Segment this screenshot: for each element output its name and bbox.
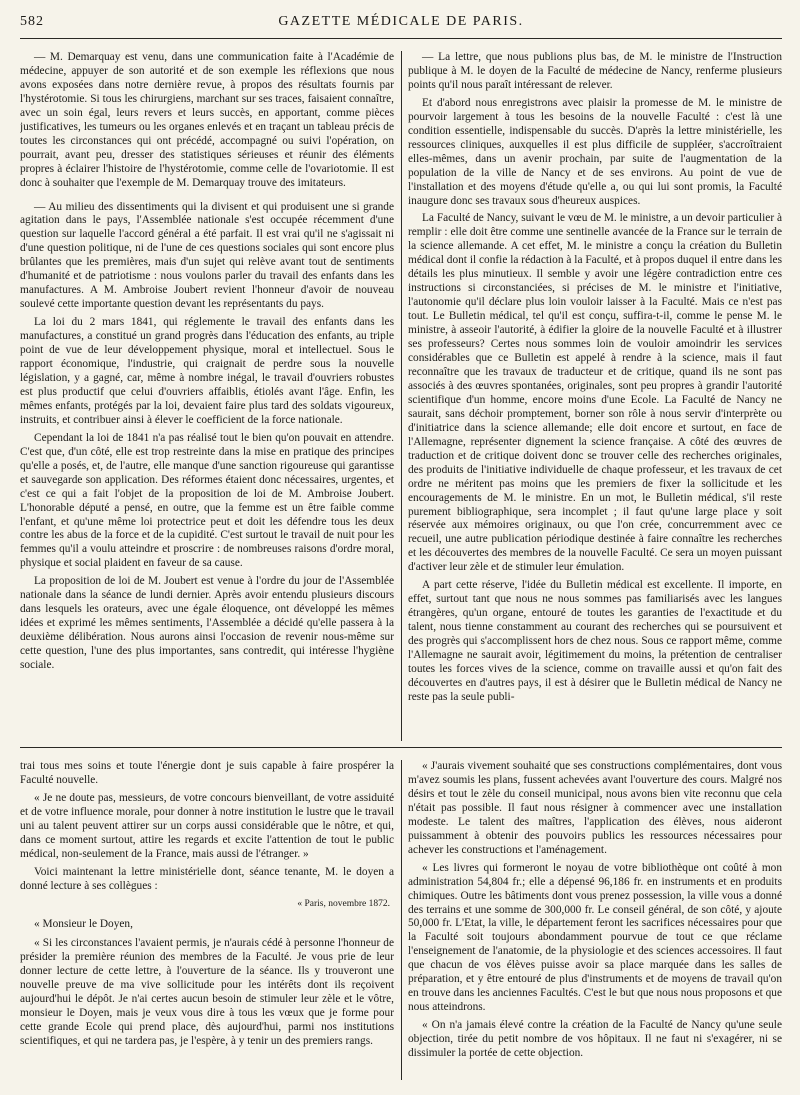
paragraph: — M. Demarquay est venu, dans une communication faite à l'Académie de médecine, appuyer de son autorité et de son exemple les réflexions que nous avons exposées dans notre dernière revue, à propos des résultats fournis par l'hystérotomie. Si tous les chirurgiens, marchant sur ses traces, faisaient connaître, avec un soin égal, leurs revers et leurs succès, en apportant, comme pièces justificatives, les tumeurs ou les organes enlevés et en traçant un tableau précis de toutes les circonstances qui ont précédé, accompagné ou suivi l'opération, on pourrait, avant peu, dresser des statistiques sérieuses et réunir des éléments propres à éclairer l'histoire de l'hystérotomie, comme celle de l'ovariotomie. Il est donc à souhaiter que l'exemple de M. Demarquay trouve des imitateurs. xyxy=(20,51,394,189)
paragraph: trai tous mes soins et toute l'énergie dont je suis capable à faire prospérer la Faculté nouvelle. xyxy=(20,760,394,786)
bottom-right-column xyxy=(408,760,782,1080)
paragraph: « Les livres qui formeront le noyau de votre bibliothèque ont coûté à mon administration 54,804 fr.; elle a dépensé 96,186 fr. en instruments et en produits chimiques. Outre les bâtiments dont vous prenez possession, la ville vous a donné des terrains et une somme de 300,000 fr. Le conseil général, de son côté, y ajoute 50,000 fr. L'Etat, la ville, le département feront les sacrifices nécessaires pour que la Faculté soit toujours abondamment pourvue de tout ce que réclame l'enseignement de l'anatomie, de la physiologie et des sciences accessoires. Il faut que chacun de vos élèves puisse avoir sa place marquée dans les salles de préparation, et y être entouré de plus d'instruments et de moyens de travail qu'on en trouve dans les anciennes Facultés. C'est le but que nous nous proposons et que nous atteindrons. xyxy=(408,861,782,1014)
paragraph: « On n'a jamais élevé contre la création de la Faculté de Nancy qu'une seule objection, tirée du petit nombre de vos hôpitaux. Il ne faut ni s'exagérer, ni se dissimuler la portée de cette objection. xyxy=(408,1019,782,1060)
page-header xyxy=(20,14,782,39)
journal-title: GAZETTE MÉDICALE DE PARIS. xyxy=(278,14,524,29)
top-left-column xyxy=(20,51,394,741)
paragraph: — La lettre, que nous publions plus bas, de M. le ministre de l'Instruction publique à M. le doyen de la Faculté de médecine de Nancy, renferme plusieurs points qu'il nous paraît intéressant de relever. xyxy=(408,51,782,91)
paragraph: « Si les circonstances l'avaient permis, je n'aurais cédé à personne l'honneur de présider la première réunion des membres de la Faculté. Je vous prie de leur donner lecture de cette lettre, à l'ouverture de la séance. Ils y trouveront une nouvelle preuve de ma vive sollicitude pour les intérêts dont ils reçoivent aujourd'hui le dépôt. Je n'ai certes aucun besoin de stimuler leur zèle et le vôtre, monsieur le Doyen, mais je veux vous dire à tous les vœux que je forme pour cette grande Ecole qui prend place, dès aujourd'hui, parmi nos institutions scientifiques, et qui ne tardera pas, je l'espère, à y tenir un des premiers rangs. xyxy=(20,937,394,1048)
letter-salutation: « Monsieur le Doyen, xyxy=(34,917,133,930)
bottom-left-column xyxy=(20,760,394,1080)
bottom-section xyxy=(20,760,782,1080)
column-divider xyxy=(401,51,402,741)
paragraph: « J'aurais vivement souhaité que ses constructions complémentaires, dont vous m'avez soumis les plans, fussent achevées avant l'ouverture des cours. Malgré nos désirs et tout le zèle du conseil municipal, nous avons bien vite reconnu que cela n'était pas possible. Il faut nous résigner à commencer avec une installation modeste. Le talent des maîtres, l'application des élèves, nous aideront puissamment à obtenir des pouvoirs publics les ressources nécessaires pour achever les constructions et l'aménagement. xyxy=(408,760,782,856)
paragraph: La loi du 2 mars 1841, qui réglemente le travail des enfants dans les manufactures, a constitué un grand progrès dans l'éducation des enfants, au triple point de vue de leur développement physique, moral et intellectuel. Sous le rapport économique, l'industrie, qui craignait de perdre sous la nouvelle législation, y a gagné, car, même à nombre inégal, le travail d'ouvriers robustes est plus productif que celui d'ouvriers affaiblis, étiolés avant l'âge. Enfin, les mêmes enfants, protégés par la loi, devaient faire plus tard des soldats vigoureux, instruits, et contribuer ainsi à élever le coefficient de la force nationale. xyxy=(20,316,394,426)
top-section xyxy=(20,51,782,741)
top-right-column xyxy=(408,51,782,741)
paragraph: Cependant la loi de 1841 n'a pas réalisé tout le bien qu'on pouvait en attendre. C'est que, d'un côté, elle est trop restreinte dans la mise en pratique des principes qu'elle a posés, et, de l'autre, elle manque d'une sanction rigoureuse qui garantisse et sauvegarde son application. Des réformes étaient donc nécessaires, urgentes, et c'est ce qui a fait l'objet de la proposition de loi de M. Ambroise Joubert. L'honorable député a pensé, en outre, que la femme est un être faible comme l'enfant, et qu'une même loi protectrice peut et doit les défendre tous les deux contre les abus de la force et de la cupidité. C'est surtout le travail de nuit pour les femmes qu'il a voulu atteindre et proscrire : de nombreuses raisons d'ordre moral, physique et social plaident en faveur de sa cause. xyxy=(20,431,394,570)
column-divider xyxy=(401,760,402,1080)
paragraph: La proposition de loi de M. Joubert est venue à l'ordre du jour de l'Assemblée nationale dans la séance de lundi dernier. Après avoir entendu plusieurs discours dans lesquels les orateurs, avec une égale éloquence, ont développé les mêmes idées et exprimé les mêmes sentiments, l'Assemblée a décidé qu'elle passera à la deuxième délibération. Nous aurons ainsi l'occasion de revenir nous-même sur cette question, l'une des plus importantes, sans contredit, qui intéresse l'hygiène sociale. xyxy=(20,575,394,672)
paragraph: Voici maintenant la lettre ministérielle dont, séance tenante, M. le doyen a donné lecture à ses collègues : xyxy=(20,865,394,892)
paragraph: A part cette réserve, l'idée du Bulletin médical est excellente. Il importe, en effet, surtout tant que nous ne nous sommes pas familiarisés avec les langues étrangères, qu'un organe, entouré de toutes les garanties de l'exactitude et du talent, nous tienne constamment au courant des recherches qui se poursuivent et des progrès qui s'accomplissent hors de chez nous. Sous ce rapport même, comme l'Allemagne ne saurait avoir, légitimement du moins, la prétention de centraliser toutes les forces vives de la science, comme on travaille aussi et qu'on fait des découvertes en d'autres pays, il est à désirer que le Bulletin médical de Nancy ne reste pas la seule publi- xyxy=(408,579,782,703)
paragraph: Et d'abord nous enregistrons avec plaisir la promesse de M. le ministre de pourvoir largement à tous les besoins de la nouvelle Faculté : c'est là une condition essentielle, indispensable du succès. D'après la lettre ministérielle, les ressources cliniques, auxquelles il est plus difficile de suppléer, s'accroîtraient elles-mêmes, dans un avenir prochain, par suite de l'augmentation de la population de la ville de Nancy et de ses environs. Au point de vue de l'installation et des moyens d'étude qu'elle a, ou qui lui sont promis, la Faculté inaugure donc ses travaux sous d'heureux auspices. xyxy=(408,96,782,207)
paragraph: — Au milieu des dissentiments qui la divisent et qui produisent une si grande agitation dans le pays, l'Assemblée nationale s'est occupée récemment d'une question sur laquelle l'accord général a été parfait. Il est vrai qu'il ne s'agissait ni d'une question politique, ni de l'une de ces questions sociales qui sont encore plus brûlantes que les premières, mais d'un sujet qui relève avant tout de sentiments d'humanité et de patriotisme : nous voulons parler du travail des enfants dans les manufactures. A M. Ambroise Joubert revient l'honneur d'avoir de nouveau soulevé cette importante question devant les représentants du pays. xyxy=(20,200,394,311)
paragraph: La Faculté de Nancy, suivant le vœu de M. le ministre, a un devoir particulier à remplir : elle doit être comme une sentinelle avancée de la France sur le terrain de la science allemande. A cet effet, M. le ministre a conçu la création du Bulletin médical dont il confie la rédaction à la Faculté, et à propos duquel il entre dans les détails les plus minutieux. Il semble y avoir une légère contradiction entre ces instructions si circonstanciées, si précises de M. le ministre et l'initiative, l'autonomie qu'il déclare plus loin vouloir laisser à la Faculté. Mais ce n'est pas tout. Le Bulletin médical, tel qu'il est conçu, suffira-t-il, comme le pense M. le ministre, à asseoir l'autorité, à édifier la gloire de la nouvelle Faculté et à illustrer ses professeurs? Certes nous sommes loin de vouloir amoindrir les services considérables que ce Bulletin est appelé à rendre à la science, mais il faut reconnaître que les travaux de traducteur et de critique, quand ils ne sont pas associés à des œuvres spontanées, originales, sont peu propres à grandir l'autorité scientifique d'un homme, encore moins d'une Ecole. La Faculté de Nancy ne saurait, sans déchoir promptement, borner son rôle à nous servir d'interprète ou d'initiatrice dans la science allemande; elle doit encore et surtout, en face de l'Allemagne, représenter dignement la science française. A côté des œuvres de traduction et de critique doivent donc se trouver celle des recherches originales, des produits de l'initiative individuelle de chaque professeur, et les travaux de cet ordre ne méritent pas moins que les premiers de fixer la sollicitude et les encouragements de M. le ministre. En un mot, le Bulletin médical, s'il reste purement bibliographique, sera incomplet ; il faut qu'une large place y soit réservée aux mémoires originaux, ou que l'on crée, concurremment avec ce recueil, une autre publication périodique destinée à faire connaître les recherches et les découvertes des membres de la nouvelle Faculté. Ce sera un moyen puissant d'activer leur zèle et de stimuler leur émulation. xyxy=(408,212,782,574)
section-divider xyxy=(20,747,782,748)
letter-dateline: « Paris, novembre 1872. xyxy=(297,898,390,909)
page-number: 582 xyxy=(20,14,44,29)
paragraph: « Je ne doute pas, messieurs, de votre concours bienveillant, de votre assiduité et de votre influence morale, pour donner à notre institution le lustre que le travail uni au talent peuvent attirer sur un corps aussi considérable que le nôtre, et qui, dans ce moment surtout, attire les regards et excite l'attention de tout le public médical, non-seulement de la France, mais aussi de l'étranger. » xyxy=(20,791,394,860)
